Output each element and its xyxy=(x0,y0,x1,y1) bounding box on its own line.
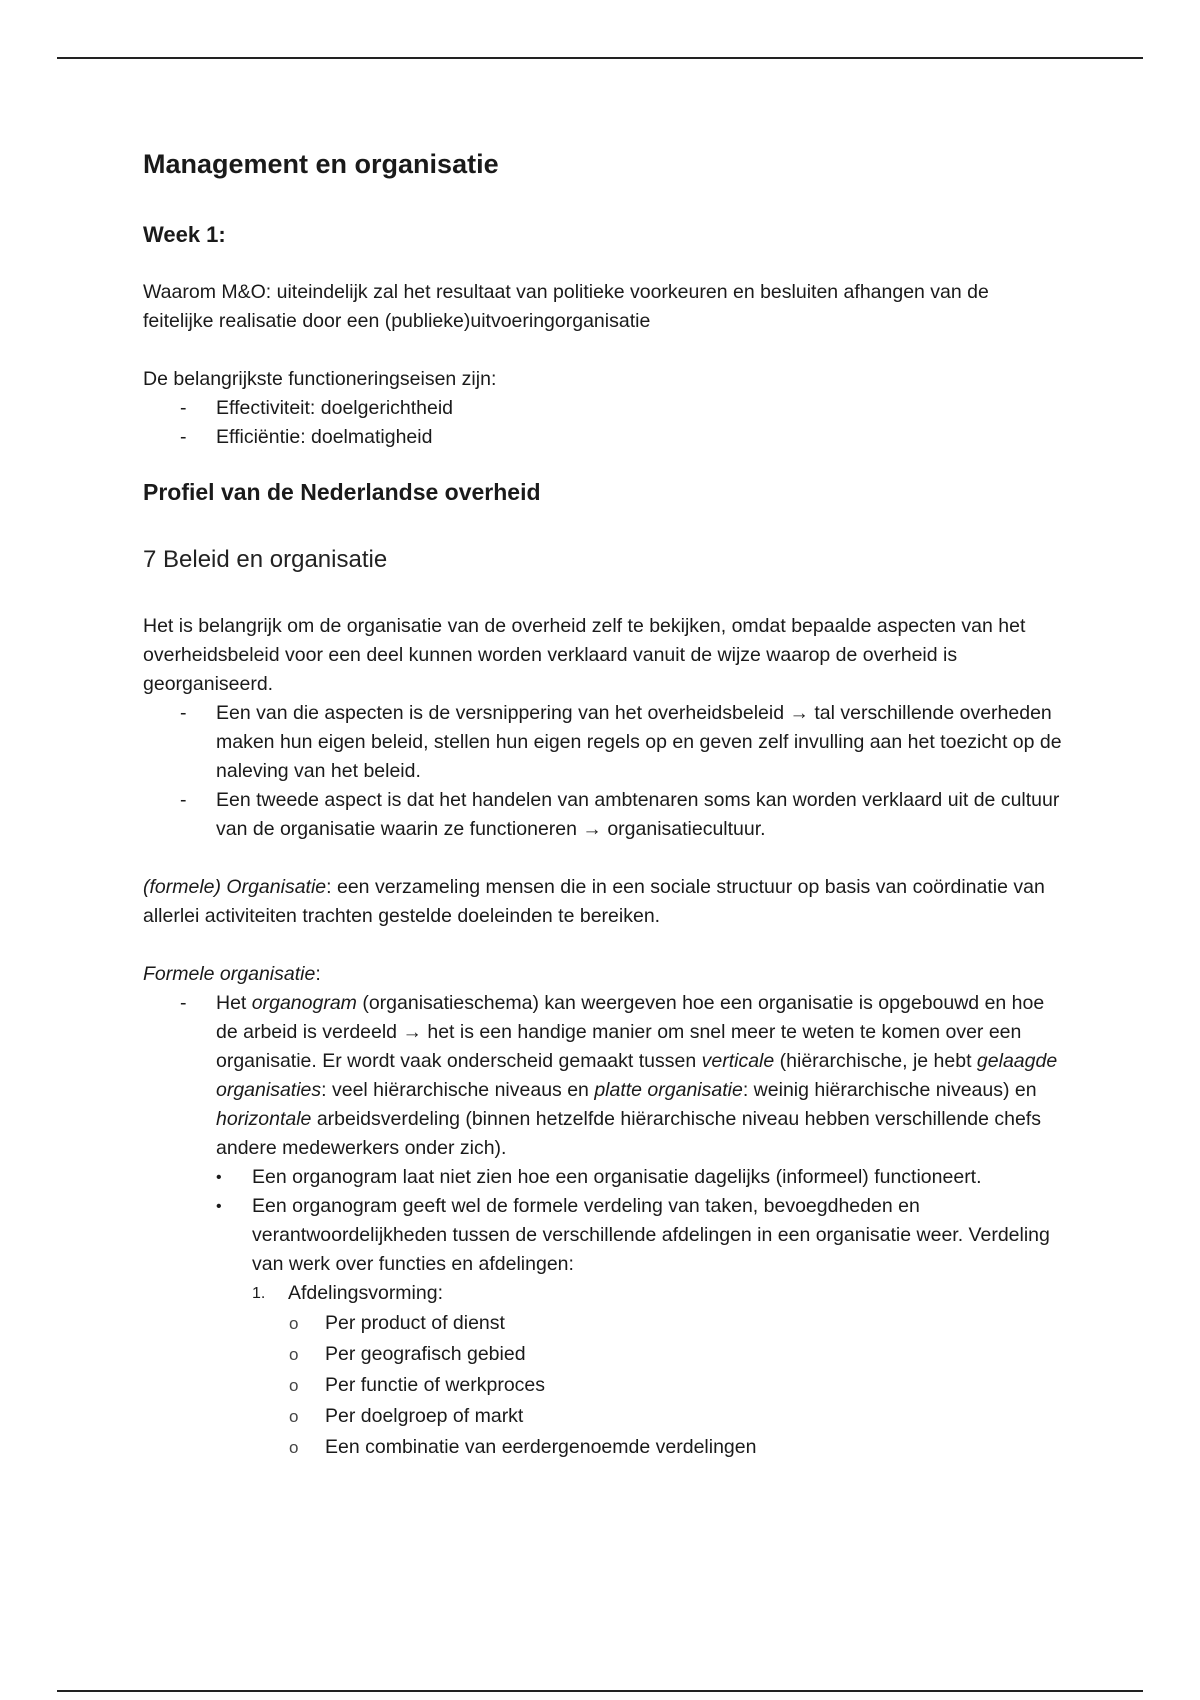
subsection-heading: 7 Beleid en organisatie xyxy=(143,546,388,573)
dash-marker: - xyxy=(180,397,187,419)
circle-marker: o xyxy=(289,1407,299,1426)
formele-list xyxy=(143,989,1063,1463)
list-item: - Een van die aspecten is de versnippering van het overheidsbeleid → tal verschillende overheden maken hun eigen beleid, stellen hun eigen regels op en geven zelf invulling aan het toezicht op de naleving van het beleid. xyxy=(143,699,1063,786)
bottom-rule xyxy=(57,1690,1143,1692)
circle-marker: o xyxy=(289,1376,299,1395)
list-item: o Een combinatie van eerdergenoemde verdelingen xyxy=(288,1432,1063,1463)
definition-paragraph: (formele) Organisatie: een verzameling mensen die in een sociale structuur op basis van coördinatie van allerlei activiteiten trachten gestelde doeleinden te bereiken. xyxy=(143,876,1045,927)
intro-paragraph: Het is belangrijk om de organisatie van de overheid zelf te bekijken, omdat bepaalde aspecten van het overheidsbeleid voor een deel kunnen worden verklaard vanuit de wijze waarop de overheid is georganiseerd. xyxy=(143,615,1026,695)
top-rule xyxy=(57,57,1143,59)
number-marker: 1. xyxy=(252,1285,266,1302)
document-page xyxy=(143,146,1063,1463)
aspects-list xyxy=(143,699,1063,844)
bullet-marker: • xyxy=(216,1169,222,1186)
numbered-list xyxy=(252,1279,1063,1463)
circle-marker: o xyxy=(289,1438,299,1457)
formele-organisatie-label: Formele organisatie: xyxy=(143,963,321,985)
document-title: Management en organisatie xyxy=(143,149,499,179)
list-item: - Een tweede aspect is dat het handelen van ambtenaren soms kan worden verklaard uit de cultuur van de organisatie waarin ze functioneren → organisatiecultuur. xyxy=(143,786,1063,844)
week-heading: Week 1: xyxy=(143,222,226,247)
dash-marker: - xyxy=(180,789,187,811)
circle-marker: o xyxy=(289,1345,299,1364)
eisen-intro: De belangrijkste functioneringseisen zijn: xyxy=(143,368,497,390)
definition-term: (formele) Organisatie xyxy=(143,876,327,898)
section-heading: Profiel van de Nederlandse overheid xyxy=(143,479,541,505)
dash-marker: - xyxy=(180,426,187,448)
list-item: o Per doelgroep of markt xyxy=(288,1401,1063,1432)
list-item: o Per product of dienst xyxy=(288,1308,1063,1339)
eisen-list xyxy=(143,394,1063,452)
list-item: 1. Afdelingsvorming: o Per product of dienst o Per geografisch gebied o Per functie of werkproces o Per doelgroep of markt o Een combinatie van eerdergenoemde verdelingen xyxy=(252,1279,1063,1463)
bullet-marker: • xyxy=(216,1198,222,1215)
afdeling-list xyxy=(288,1308,1063,1463)
list-item xyxy=(143,989,1063,1463)
list-item: o Per functie of werkproces xyxy=(288,1370,1063,1401)
organogram-paragraph: Het organogram (organisatieschema) kan weergeven hoe een organisatie is opgebouwd en hoe de arbeid is verdeeld → het is een handige manier om snel meer te weten te komen over een organisatie. Er wordt vaak onderscheid gemaakt tussen verticale (hiërarchische, je hebt gelaagde organisaties: veel hiërarchische niveaus en platte organisatie: weinig hiërarchische niveaus) en horizontale arbeidsverdeling (binnen hetzelfde hiërarchische niveau hebben verschillende chefs andere medewerkers onder zich). xyxy=(216,992,1058,1159)
list-item: - Effectiviteit: doelgerichtheid xyxy=(143,394,1063,423)
list-item: o Per geografisch gebied xyxy=(288,1339,1063,1370)
dash-marker: - xyxy=(180,992,187,1014)
list-item: • Een organogram geeft wel de formele verdeling van taken, bevoegdheden en verantwoordelijkheden tussen de verschillende afdelingen in een organisatie weer. Verdeling van werk over functies en afdelingen: 1. Afdelingsvorming: o Per product of dienst o Per geografisch gebied o Per functie of werkproces o Per doelgroep of markt o Een combinatie van eerdergenoemde verdelingen xyxy=(216,1192,1063,1463)
list-item: - Efficiëntie: doelmatigheid xyxy=(143,423,1063,452)
dash-marker: - xyxy=(180,702,187,724)
list-item: • Een organogram laat niet zien hoe een organisatie dagelijks (informeel) functioneert. xyxy=(216,1163,1063,1192)
waarom-paragraph: Waarom M&O: uiteindelijk zal het resultaat van politieke voorkeuren en besluiten afhangen van de feitelijke realisatie door een (publieke)uitvoeringorganisatie xyxy=(143,281,989,332)
organogram-points xyxy=(216,1163,1063,1463)
circle-marker: o xyxy=(289,1314,299,1333)
